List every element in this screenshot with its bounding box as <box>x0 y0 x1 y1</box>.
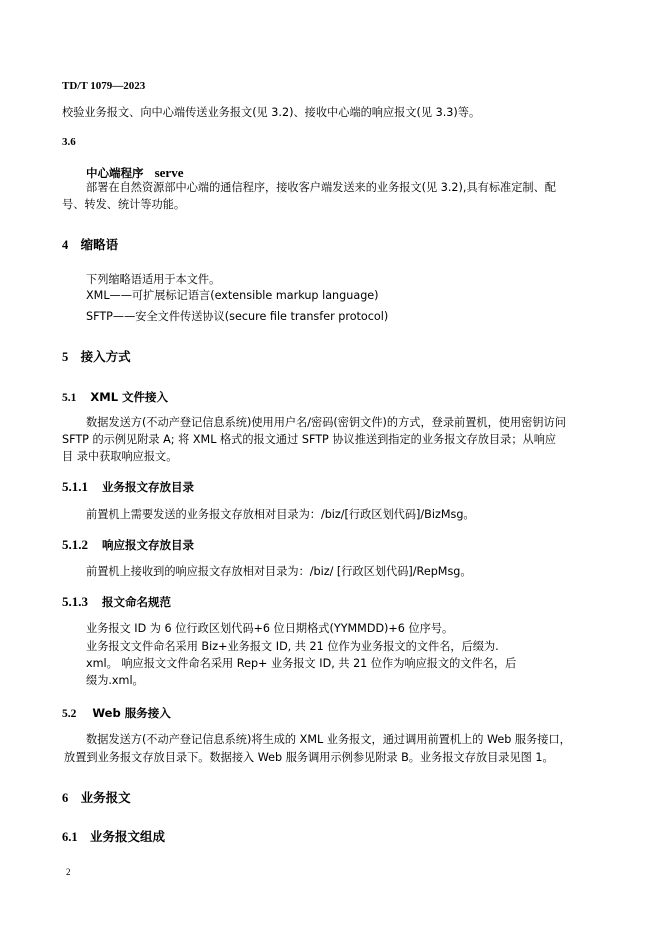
section-5-2-number: 5.2 <box>62 708 77 720</box>
section-5-2-title: Web 服务接入 <box>92 706 171 720</box>
section-4-title: 缩略语 <box>80 237 119 252</box>
abbreviation-xml: XML——可扩展标记语言(extensible markup language) <box>86 289 379 302</box>
section-6-1-title: 业务报文组成 <box>89 829 165 844</box>
section-5-1-1-number: 5.1.1 <box>62 479 88 494</box>
section-5-1-1-heading <box>62 479 194 495</box>
section-5-2-line1: 数据发送方(不动产登记信息系统)将生成的 XML 业务报文，通过调用前置机上的 Web 服务接口， <box>86 733 571 746</box>
section-5-1-3-line2: 业务报文文件命名采用 Biz+业务报文 ID, 共 21 位作为业务报文的文件名，后缀为. <box>86 640 499 653</box>
section-5-heading <box>62 347 131 365</box>
clause-3-6-number: 3.6 <box>62 136 76 148</box>
section-5-1-title: XML 文件接入 <box>90 390 169 404</box>
section-5-1-1-text: 前置机上需要发送的业务报文存放相对目录为：/biz/[行政区划代码]/BizMsg。 <box>86 508 475 521</box>
abbreviation-sftp: SFTP——安全文件传送协议(secure file transfer protocol) <box>86 310 389 323</box>
section-5-2-heading <box>62 705 171 721</box>
section-5-1-3-heading <box>62 594 171 610</box>
section-5-1-2-number: 5.1.2 <box>62 537 88 552</box>
section-5-number: 5 <box>62 350 69 364</box>
clause-3-6-definition-line2: 号、转发、统计等功能。 <box>62 198 186 211</box>
section-5-1-number: 5.1 <box>62 392 77 404</box>
section-6-1-heading <box>62 827 165 845</box>
section-5-1-1-title: 业务报文存放目录 <box>102 480 195 494</box>
section-4-heading <box>62 235 118 253</box>
section-6-number: 6 <box>62 791 69 805</box>
section-5-1-line3: 目 录中获取响应报文。 <box>62 450 178 463</box>
section-5-1-heading <box>62 389 168 405</box>
section-5-1-line2: SFTP 的示例见附录 A; 将 XML 格式的报文通过 SFTP 协议推送到指定的业务报文存放目录；从响应 <box>62 433 557 446</box>
section-5-1-3-line4: 缀为.xml。 <box>86 674 144 687</box>
section-4-number: 4 <box>62 238 69 252</box>
section-4-intro: 下列缩略语适用于本文件。 <box>86 273 221 286</box>
section-5-1-2-heading <box>62 537 194 553</box>
document-code: TD/T 1079—2023 <box>62 80 146 92</box>
section-5-1-3-line3: xml。 响应报文文件命名采用 Rep+ 业务报文 ID, 共 21 位作为响应报文的文件名，后 <box>86 657 517 670</box>
section-5-1-2-title: 响应报文存放目录 <box>102 538 195 552</box>
term-english: serve <box>154 165 184 180</box>
continued-paragraph: 校验业务报文、向中心端传送业务报文(见 3.2)、接收中心端的响应报文(见 3.3)等。 <box>62 106 481 119</box>
section-6-heading <box>62 788 131 806</box>
section-5-1-3-number: 5.1.3 <box>62 594 88 609</box>
section-5-title: 接入方式 <box>80 349 131 364</box>
page-number: 2 <box>66 867 71 877</box>
section-5-1-3-line1: 业务报文 ID 为 6 位行政区划代码+6 位日期格式(YYMMDD)+6 位序号。 <box>86 622 454 635</box>
section-5-1-3-title: 报文命名规范 <box>102 595 172 609</box>
section-6-title: 业务报文 <box>80 790 131 805</box>
clause-3-6-definition-line1: 部署在自然资源部中心端的通信程序，接收客户端发送来的业务报文(见 3.2),具有标准定制、配 <box>86 181 556 194</box>
term-chinese: 中心端程序 <box>86 166 144 180</box>
section-5-1-2-text: 前置机上接收到的响应报文存放相对目录为：/biz/ [行政区划代码]/RepMsg。 <box>86 565 472 578</box>
clause-3-6-term <box>86 162 183 181</box>
section-6-1-number: 6.1 <box>62 830 78 844</box>
section-5-1-line1: 数据发送方(不动产登记信息系统)使用用户名/密码(密钥文件)的方式，登录前置机，使用密钥访问 <box>86 416 566 429</box>
section-5-2-line2: 放置到业务报文存放目录下。数据接入 Web 服务调用示例参见附录 B。业务报文存放目录见图 1。 <box>64 751 554 764</box>
